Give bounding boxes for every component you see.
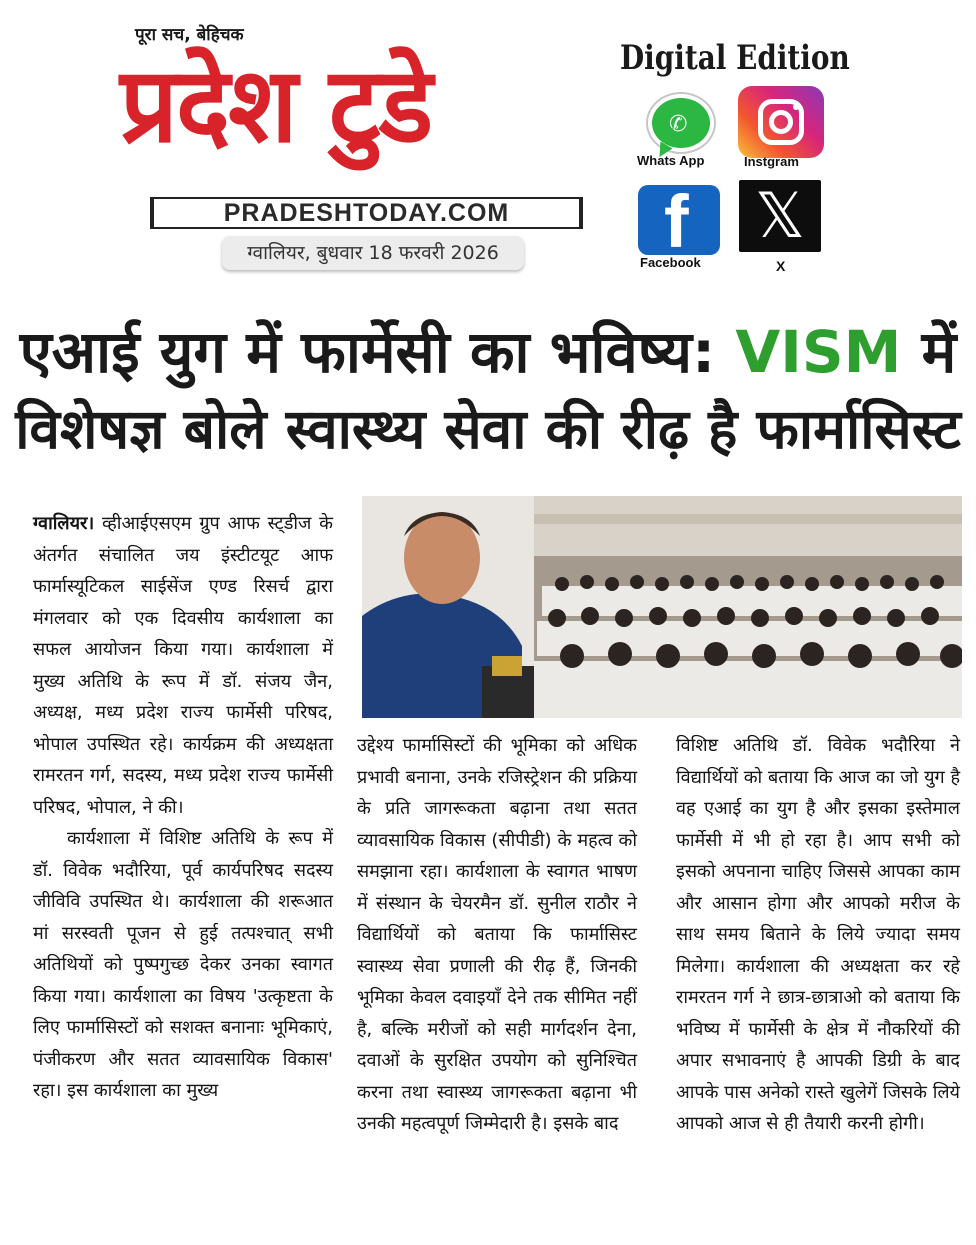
article-column-2	[357, 730, 637, 1140]
website-url[interactable]: PRADESHTODAY.COM	[150, 197, 583, 229]
article-dateline: ग्वालियर।	[33, 513, 95, 534]
article-column-3	[676, 730, 960, 1140]
x-glyph: 𝕏	[755, 179, 805, 252]
article-paragraph: कार्यशाला में विशिष्ट अतिथि के रूप में डॉ. विवेक भदौरिया, पूर्व कार्यपरिषद सदस्य जीविवि उपस्थित थे। कार्यशाला की शरूआत मां सरस्वती पूजन से हुई तत्पश्चात् सभी अतिथियों को पुष्पगुच्छ देकर उनका स्वागत किया गया। कार्यशाला का विषय 'उत्कृष्टता के लिए फार्मासिस्टों को सशक्त बनानाः भूमिकाएं, पंजीकरण और सतत व्यावसायिक विकास' रहा। इस कार्यशाला का मुख्य	[33, 828, 333, 1101]
x-link[interactable]	[739, 180, 821, 276]
event-photo	[362, 496, 962, 718]
instagram-lens	[769, 110, 793, 134]
digital-edition-label: Digital Edition	[620, 38, 850, 78]
masthead-tagline: पूरा सच, बेहिचक	[135, 25, 244, 45]
instagram-caption: Instgram	[744, 154, 799, 169]
headline-highlight: VISM	[735, 318, 902, 386]
instagram-link[interactable]	[738, 86, 824, 172]
article-paragraph	[33, 508, 333, 823]
facebook-f-glyph: f	[664, 180, 689, 263]
article-paragraph: विशिष्ट अतिथि डॉ. विवेक भदौरिया ने विद्यार्थियों को बताया कि आज का जो युग है वह एआई का युग है और इसका इस्तेमाल फार्मेसी में भी हो रहा है। आप सभी को इसको अपनाना चाहिए जिससे आपका काम और आसान होगा और आपको मरीज के साथ समय बिताने के लिये ज्यादा समय मिलेगा। कार्यशाला की अध्यक्षता कर रहे रामरतन गर्ग ने छात्र-छात्राओ को बताया कि भविष्य में फार्मेसी के क्षेत्र में नौकरियों की अपार सभावनाएं है आपकी डिग्री के बाद आपके पास अनेको रास्ते खुलेगें जिसके लिये आपको आज से ही तैयारी करनी होगी।	[676, 735, 960, 1134]
headline-line-2: विशेषज्ञ बोले स्वास्थ्य सेवा की रीढ़ है फार्मासिस्ट	[15, 397, 961, 461]
instagram-flash-dot	[793, 104, 799, 110]
phone-icon: ✆	[669, 112, 688, 137]
article-column-1	[33, 508, 333, 1107]
headline-line-1	[0, 314, 976, 390]
whatsapp-caption: Whats App	[637, 153, 705, 168]
edition-dateline: ग्वालियर, बुधवार 18 फरवरी 2026	[222, 236, 524, 270]
article-paragraph: उद्देश्य फार्मासिस्टों की भूमिका को अधिक प्रभावी बनाना, उनके रजिस्ट्रेशन की प्रक्रिया के प्रति जागरूकता बढ़ाना तथा सतत व्यावसायिक विकास (सीपीडी) के महत्व को समझाना रहा। कार्यशाला के स्वागत भाषण में संस्थान के चेयरमैन डॉ. सुनील राठौर ने विद्यार्थियों को बताया कि फार्मासिस्ट स्वास्थ्य सेवा प्रणाली की रीढ़ हैं, जिनकी भूमिका केवल दवाइयाँ देने तक सीमित नहीं है, बल्कि मरीजों को सही मार्गदर्शन देना, दवाओं के सुरक्षित उपयोग को सुनिश्चित करना तथा स्वास्थ्य जागरूकता बढ़ाना भी उनकी महत्वपूर्ण जिम्मेदारी है। इसके बाद	[357, 735, 637, 1134]
whatsapp-link[interactable]	[637, 92, 722, 172]
newspaper-logo: प्रदेश टुडे	[120, 44, 432, 166]
article-text: व्हीआईएसएम ग्रुप आफ स्ट्डीज के अंतर्गत संचालित जय इंस्टीटयूट आफ फार्मास्यूटिकल साईसेंज एण्ड रिसर्च द्वारा मंगलवार को एक दिवसीय कार्यशाला का सफल आयोजन किया गया। कार्यशाला में मुख्य अतिथि के रूप में डॉ. संजय जैन, अध्यक्ष, मध्य प्रदेश राज्य फार्मेसी परिषद, भोपाल उपस्थित रहे। कार्यक्रम की अध्यक्षता रामरतन गर्ग, सदस्य, मध्य प्रदेश राज्य फार्मेसी परिषद, भोपाल, ने की।	[33, 513, 333, 818]
facebook-link[interactable]	[638, 180, 720, 271]
headline-part-1: एआई युग में फार्मेसी का भविष्य:	[19, 318, 716, 386]
facebook-caption: Facebook	[640, 255, 701, 270]
headline-part-2: में	[921, 318, 957, 386]
x-caption: X	[776, 258, 786, 274]
